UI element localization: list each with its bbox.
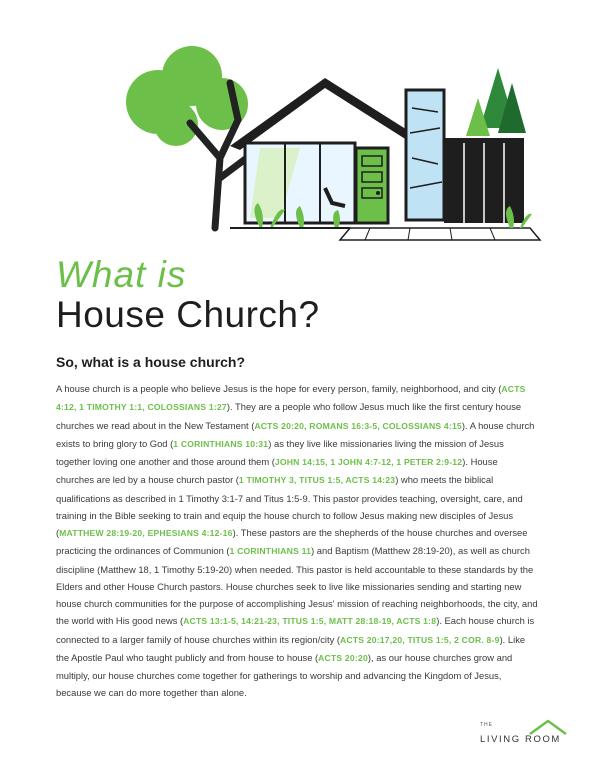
scripture-reference: ACTS 20:20, ROMANS 16:3-5, COLOSSIANS 4:15 xyxy=(254,420,462,431)
body-text: ) who meets the biblical qualifications as described in 1 Timothy 3:1-7 and Titus 1:5-9. This pastor provides teaching, oversight, care, and training in the Bible seeking to train and equip the house church to follow Jesus making new disciples of Jesus ( xyxy=(56,474,523,538)
scripture-reference: 1 CORINTHIANS 10:31 xyxy=(173,438,269,449)
logo-the-label: THE xyxy=(480,722,493,728)
house-illustration xyxy=(120,28,550,250)
scripture-reference: MATTHEW 28:19-20, EPHESIANS 4:12-16 xyxy=(59,528,233,538)
body-text: ). House churches are led by a house church pastor ( xyxy=(56,456,498,486)
logo-name: LIVING ROOM xyxy=(480,734,561,745)
scripture-reference: 1 CORINTHIANS 11 xyxy=(229,546,312,557)
scripture-reference: ACTS 13:1-5, 14:21-23, TITUS 1:5, MATT 28:18-19, ACTS 1:8 xyxy=(183,616,437,627)
body-text: ). Like the Apostle Paul who taught publicly and from house to house ( xyxy=(56,633,526,663)
page-title: House Church? xyxy=(56,294,320,335)
scripture-reference: ACTS 20:17,20, TITUS 1:5, 2 COR. 8-9 xyxy=(340,634,500,645)
title-line-1: What is xyxy=(56,254,187,295)
pine-trees-icon xyxy=(466,68,526,136)
body-text: A house church is a people who believe Jesus is the hope for every person, family, neighborhood, and city ( xyxy=(56,383,502,394)
body-text: ) and Baptism (Matthew 28:19-20), as well as church discipline (Matthew 18, 1 Timothy 5:19-20) when needed. This pastor is held accountable to these standards by the Elders and other House Church pastors. House churches seek to live like missionaries sending and starting new house church communities for the purpose of accomplishing Jesus' mission of reaching neighborhoods, the city, and the world with His good news ( xyxy=(56,545,538,627)
body-text: ). These pastors are the shepherds of the house churches and oversee practicing the ordinances of Communion ( xyxy=(56,527,528,557)
body-paragraph xyxy=(56,380,538,702)
body-text: ) as they live like missionaries living the mission of Jesus together loving one another and those around them ( xyxy=(56,437,504,467)
scripture-reference: ACTS 20:20 xyxy=(318,652,368,663)
subheading: So, what is a house church? xyxy=(56,354,246,370)
scripture-reference: 1 TIMOTHY 3, TITUS 1:5, ACTS 14:23 xyxy=(238,475,396,486)
body-text: ). Each house church is connected to a larger family of house churches within its region/city ( xyxy=(56,615,535,645)
scripture-reference: ACTS 4:12, 1 TIMOTHY 1:1, COLOSSIANS 1:27 xyxy=(56,384,526,413)
body-text: ). They are a people who follow Jesus much like the first century house churches we read about in the New Testament ( xyxy=(56,401,522,431)
scripture-reference: JOHN 14:15, 1 JOHN 4:7-12, 1 PETER 2:9-12 xyxy=(274,457,463,467)
tree-icon xyxy=(126,46,260,228)
living-room-logo xyxy=(480,718,570,752)
body-text: ). A house church exists to bring glory to God ( xyxy=(56,419,535,449)
body-text: ), as our house churches grow and multiply, our house churches come together for gatherings to worship and advancing the Kingdom of Jesus, because we can do more together than alone. xyxy=(56,651,513,699)
